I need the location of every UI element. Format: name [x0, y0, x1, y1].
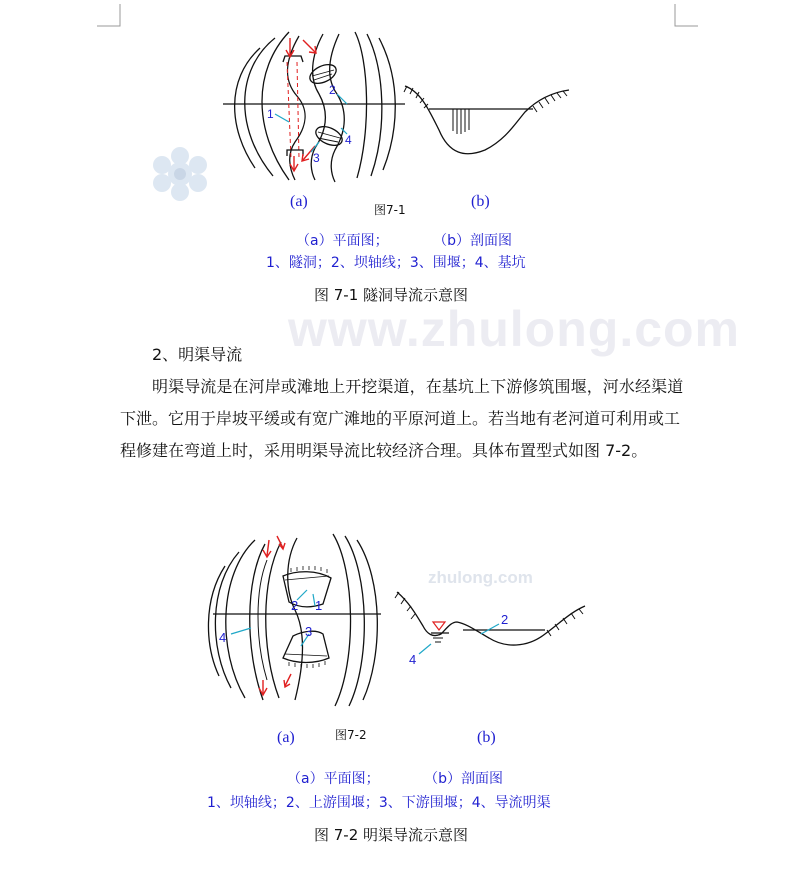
- paragraph-line-1: 明渠导流是在河岸或滩地上开挖渠道，在基坑上下游修筑围堰，河水经渠道: [152, 377, 684, 396]
- fig2-marker-3: 3: [305, 624, 313, 639]
- fig2-sub-a: (a): [277, 729, 295, 746]
- figure-7-1-drawing: [215, 30, 585, 190]
- fig1-inner-label: 图7-1: [374, 203, 406, 217]
- fig1-legend-line1: （a）平面图； （b）剖面图: [296, 233, 512, 249]
- fig2-flow-arrows: [259, 536, 291, 695]
- fig2-section-view: [395, 592, 585, 645]
- fig2-caption: 图 7-2 明渠导流示意图: [314, 826, 469, 844]
- watermark-main: www.zhulong.com: [288, 301, 741, 357]
- fig1-caption: 图 7-1 隧洞导流示意图: [314, 286, 469, 304]
- watermark-flower-icon: [148, 146, 212, 202]
- fig2-plan-view: [208, 534, 381, 706]
- section-heading: 2、明渠导流: [152, 345, 243, 364]
- fig2-marker-4: 4: [219, 630, 227, 645]
- watermark-small: zhulong.com: [428, 568, 533, 587]
- fig2-marker-1: 1: [315, 598, 323, 613]
- figure-7-2-drawing: [205, 530, 595, 710]
- fig1-marker-2: 2: [329, 83, 336, 97]
- fig1-sub-a: (a): [290, 193, 308, 210]
- fig2-section-marker-2: 2: [501, 612, 509, 627]
- fig2-legend-line1: （a）平面图； （b）剖面图: [287, 771, 503, 787]
- fig2-inner-label: 图7-2: [335, 728, 367, 742]
- fig1-legend-line2: 1、隧洞；2、坝轴线；3、围堰；4、基坑: [266, 255, 526, 271]
- fig1-sub-b: (b): [471, 193, 490, 210]
- fig1-marker-4: 4: [345, 133, 352, 147]
- fig1-marker-3: 3: [313, 151, 320, 165]
- paragraph-line-3: 程修建在弯道上时，采用明渠导流比较经济合理。具体布置型式如图 7-2。: [120, 441, 648, 460]
- fig2-section-marker-4: 4: [409, 652, 417, 667]
- fig2-marker-2: 2: [291, 598, 299, 613]
- fig2-legend-line2: 1、坝轴线；2、上游围堰；3、下游围堰；4、导流明渠: [207, 795, 551, 811]
- fig2-sub-b: (b): [477, 729, 496, 746]
- paragraph-line-2: 下泄。它用于岸坡平缓或有宽广滩地的平原河道上。若当地有老河道可利用或工: [120, 409, 681, 428]
- fig1-marker-1: 1: [267, 107, 274, 121]
- fig1-section-view: [404, 86, 569, 154]
